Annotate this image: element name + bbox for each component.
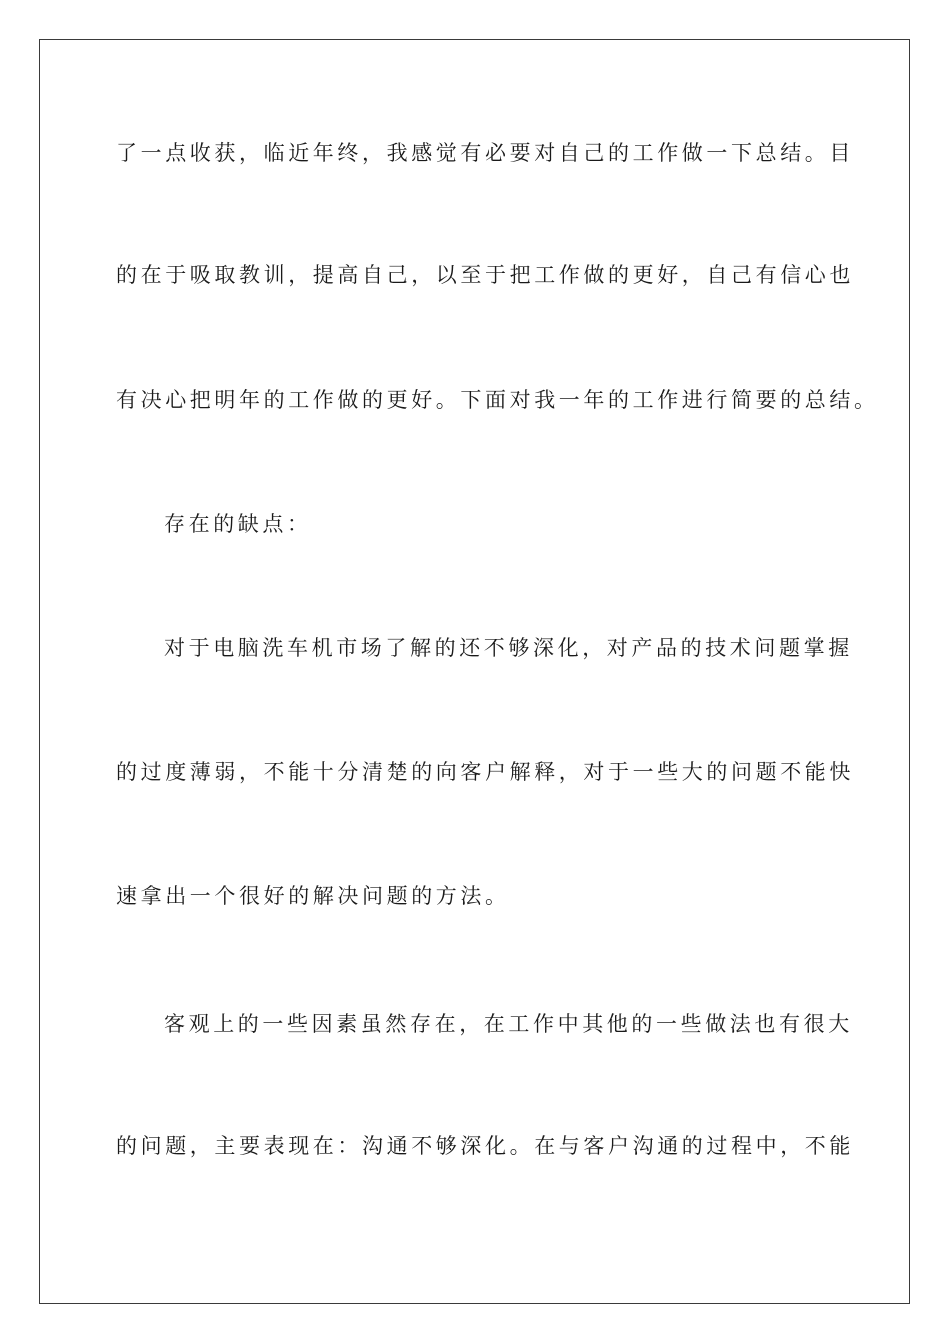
text-line-1: 了一点收获，临近年终，我感觉有必要对自己的工作做一下总结。目 [116, 141, 854, 165]
text-line-8: 客观上的一些因素虽然存在，在工作中其他的一些做法也有很大 [164, 1012, 853, 1036]
page-border [39, 39, 910, 1304]
text-line-2: 的在于吸取教训，提高自己，以至于把工作做的更好，自己有信心也 [116, 263, 854, 287]
text-line-5: 对于电脑洗车机市场了解的还不够深化，对产品的技术问题掌握 [164, 636, 853, 660]
text-line-7: 速拿出一个很好的解决问题的方法。 [116, 884, 510, 908]
text-line-6: 的过度薄弱，不能十分清楚的向客户解释，对于一些大的问题不能快 [116, 760, 854, 784]
text-line-9: 的问题，主要表现在：沟通不够深化。在与客户沟通的过程中，不能 [116, 1134, 854, 1158]
section-heading-shortcomings: 存在的缺点： [164, 512, 312, 536]
text-line-3: 有决心把明年的工作做的更好。下面对我一年的工作进行简要的总结。 [116, 388, 879, 412]
